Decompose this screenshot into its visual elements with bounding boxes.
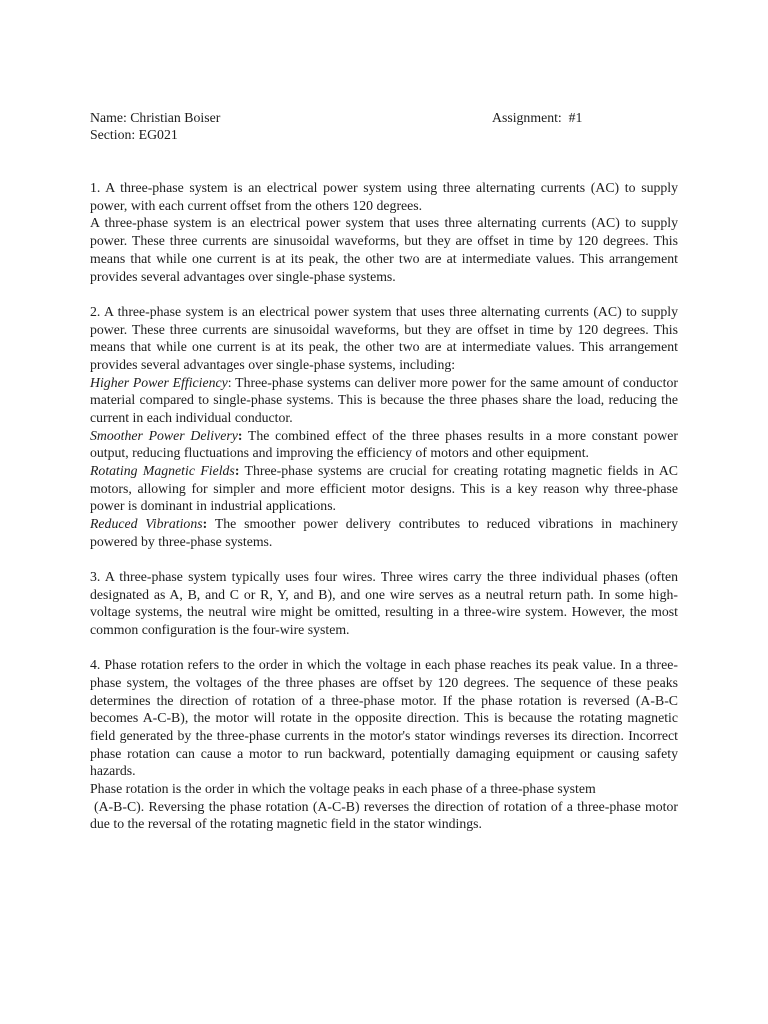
answer-2-intro: 2. A three-phase system is an electrical power system that uses three alternating currents (AC) to supply power. These three currents are sinusoidal waveforms, but they are offset in time by 120 degrees. This means that while one current is at its peak, the other two are at intermediate values. This arrangement provides several advantages over single-phase systems, including: — [90, 303, 678, 372]
advantage-term: Reduced Vibrations — [90, 515, 203, 531]
advantage-description: Three-phase systems are crucial for creating rotating magnetic fields in AC motors, allowing for simpler and more efficient motor designs. This is a key reason why three-phase power is dominant in industrial applications. — [90, 462, 678, 514]
advantage-colon: : — [202, 515, 208, 531]
advantage-term: Smoother Power Delivery — [90, 427, 238, 443]
section-code: Section: EG021 — [90, 127, 178, 143]
advantage-item — [90, 515, 678, 550]
advantage-term: Higher Power Efficiency — [90, 374, 228, 390]
answer-4-summary-first: Phase rotation is the order in which the voltage peaks in each phase of a three-phase system — [90, 780, 596, 796]
advantage-description: The combined effect of the three phases results in a more constant power output, reducing fluctuations and improving the efficiency of motors and other equipment. — [90, 427, 678, 461]
advantage-description: Three-phase systems can deliver more power for the same amount of conductor material compared to single-phase systems. This is because the three phases share the load, reducing the current in each individual conductor. — [90, 374, 678, 425]
answer-3-text: 3. A three-phase system typically uses four wires. Three wires carry the three individual phases (often designated as A, B, and C or R, Y, and B), and one wire serves as a neutral return path. In some high-voltage systems, the neutral wire might be omitted, resulting in a three-wire system. However, the most common configuration is the four-wire system. — [90, 568, 678, 637]
advantage-item — [90, 374, 678, 427]
answer-4-text: 4. Phase rotation refers to the order in which the voltage in each phase reaches its peak value. In a three-phase system, the voltages of the three phases are offset by 120 degrees. The sequence of these peaks determines the direction of rotation of a three-phase motor. If the phase rotation is reversed (A-B-C becomes A-C-B), the motor will rotate in the opposite direction. This is because the rotating magnetic field generated by the three-phase currents in the motor's stator windings reverses its direction. Incorrect phase rotation can cause a motor to run backward, potentially damaging equipment or causing safety hazards. — [90, 657, 678, 779]
header-line-section — [90, 126, 678, 144]
answer-4-summary-rest: (A-B-C). Reversing the phase rotation (A-C-B) reverses the direction of rotation of a three-phase motor due to the reversal of the rotating magnetic field in the stator windings. — [90, 798, 678, 832]
advantage-colon: : — [237, 427, 243, 443]
advantage-item — [90, 427, 678, 462]
advantage-description: The smoother power delivery contributes to reduced vibrations in machinery powered by three-phase systems. — [90, 515, 678, 549]
answer-1 — [90, 179, 678, 285]
answer-1-explanation: A three-phase system is an electrical power system that uses three alternating currents (AC) to supply power. These three currents are sinusoidal waveforms, but they are offset in time by 120 degrees. This means that while one current is at its peak, the other two are at intermediate values. This arrangement provides several advantages over single-phase systems. — [90, 215, 678, 284]
assignment-number: Assignment: #1 — [492, 109, 583, 125]
answer-2 — [90, 303, 678, 550]
answer-1-statement: 1. A three-phase system is an electrical power system using three alternating currents (AC) to supply power, with each current offset from the others 120 degrees. — [90, 180, 678, 213]
student-name: Name: Christian Boiser — [90, 109, 221, 125]
header-line-name — [90, 109, 678, 127]
answer-3 — [90, 568, 678, 639]
advantage-colon: : — [227, 374, 232, 390]
advantage-item — [90, 462, 678, 515]
answer-4 — [90, 656, 678, 833]
document-body — [90, 109, 678, 833]
advantage-colon: : — [234, 462, 240, 478]
advantage-term: Rotating Magnetic Fields — [90, 462, 235, 478]
